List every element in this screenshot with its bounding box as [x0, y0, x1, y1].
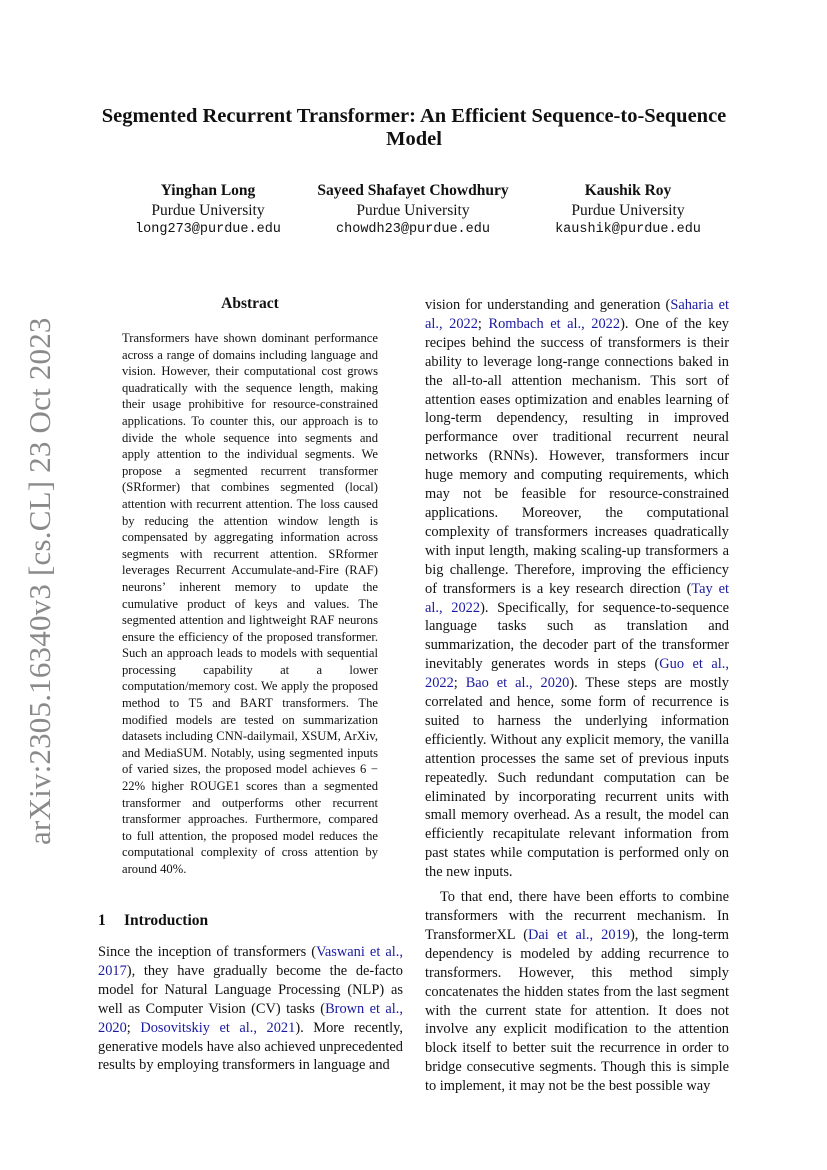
author-name: Yinghan Long [160, 182, 256, 199]
paper-title: Segmented Recurrent Transformer: An Efficient Sequence-to-Sequence Model [101, 105, 727, 150]
author-3 [540, 181, 716, 240]
citation-link[interactable]: Guo et al., 2022 [425, 656, 729, 692]
body-text: ; [126, 1019, 141, 1036]
author-email[interactable]: long273@purdue.edu [135, 222, 281, 237]
body-text: vision for understanding and generation ( [425, 297, 671, 313]
author-email[interactable]: kaushik@purdue.edu [555, 222, 701, 237]
citation-link[interactable]: Dosovitskiy et al., 2021 [140, 1019, 296, 1036]
author-email[interactable]: chowdh23@purdue.edu [336, 222, 490, 237]
author-1 [120, 181, 296, 240]
citation-link[interactable]: Tay et al., 2022 [425, 580, 729, 616]
citation-link[interactable]: Rombach et al., 2022 [488, 315, 621, 332]
body-text: ). Specifically, for sequence-to-sequence language tasks such as translation and summarization, the decoder part of the transformer inevitably generates words in steps ( [425, 599, 729, 673]
introduction-paragraph-continued [425, 296, 729, 882]
body-text: ). These steps are mostly correlated and hence, some form of recurrence is suited to harness the underlying information efficiently. Without any explicit memory, the vanilla attention processes the same set of previous inputs repeatedly. Such redundant computation can be eliminated by incorporating recurrent units with small memory overhead. As a result, the model can efficiently recapitulate relevant information from past states while computation is performed only on the new inputs. [425, 675, 729, 881]
introduction-paragraph-left-column [98, 943, 403, 1075]
abstract-heading: Abstract [221, 295, 279, 312]
author-block [0, 181, 827, 251]
citation-link[interactable]: Saharia et al., 2022 [425, 297, 729, 332]
introduction-paragraph-2 [425, 888, 729, 1096]
author-affiliation: Purdue University [151, 201, 265, 219]
author-2 [300, 181, 526, 240]
body-text: ; [453, 675, 466, 692]
body-text: Since the inception of transformers ( [98, 944, 317, 960]
body-text: ). One of the key recipes behind the success of transformers is their ability to leverage long-range connections baked in the all-to-all attention mechanism. This sort of attention eases optimization and enables learning of long-term dependency, resulting in improved performance over traditional recurrent neural networks (RNNs). However, transformers incur huge memory and computing requirements, which may not be feasible for resource-constrained applications. Moreover, the computational complexity of transformers increases quadratically with input length, making scaling-up transformers a big challenge. Therefore, improving the efficiency of transformers is a key research direction ( [425, 315, 729, 597]
section-title: Introduction [124, 912, 209, 929]
body-text: ), they have gradually become the de-facto model for Natural Language Processing (NLP) as well as Computer Vision (CV) tasks ( [98, 962, 403, 1017]
section-heading-introduction [98, 912, 208, 930]
abstract-text: Transformers have shown dominant performance across a range of domains including language and vision. However, their computational cost grows quadratically with the sequence length, making their usage prohibitive for resource-constrained applications. To counter this, our approach is to divide the whole sequence into segments and apply attention to the individual segments. We propose a segmented recurrent transformer (SRformer) that combines segmented (local) attention with recurrent attention. The loss caused by reducing the attention window length is compensated by aggregating information across segments with recurrent attention. SRformer leverages Recurrent Accumulate-and-Fire (RAF) neurons’ inherent memory to update the cumulative product of keys and values. The segmented attention and lightweight RAF neurons ensure the efficiency of the proposed transformer. Such an approach leads to models with sequential processing capability at a lower computation/memory cost. We apply the proposed method to T5 and BART transformers. The modified models are tested on summarization datasets including CNN-dailymail, XSUM, ArXiv, and MediaSUM. Notably, using segmented inputs of varied sizes, the proposed model achieves 6 − 22% higher ROUGE1 scores than a segmented transformer and outperforms other recurrent transformer approaches. Furthermore, compared to full attention, the proposed model reduces the computational complexity of cross attention by around 40%. [122, 331, 378, 876]
citation-link[interactable]: Vaswani et al., 2017 [98, 944, 403, 979]
citation-link[interactable]: Dai et al., 2019 [528, 926, 630, 943]
right-column [425, 296, 729, 1096]
body-text: To that end, there have been efforts to combine transformers with the recurrent mechanism. In TransformerXL ( [425, 889, 729, 943]
arxiv-identifier-stamp: arXiv:2305.16340v3 [cs.CL] 23 Oct 2023 [22, 317, 57, 845]
author-affiliation: Purdue University [356, 201, 470, 219]
author-affiliation: Purdue University [571, 201, 685, 219]
section-number: 1 [98, 912, 106, 929]
citation-link[interactable]: Brown et al., 2020 [98, 1000, 403, 1036]
author-name: Kaushik Roy [584, 182, 672, 199]
body-text: ). More recently, generative models have also achieved unprecedented results by employing transformers in language and [98, 1019, 403, 1074]
citation-link[interactable]: Bao et al., 2020 [465, 675, 570, 692]
body-text: ; [477, 315, 489, 332]
author-name: Sayeed Shafayet Chowdhury [317, 182, 509, 199]
body-text: ), the long-term dependency is modeled by adding recurrence to transformers. However, this method simply concatenates the hidden states from the last segment with the current state for attention. It does not involve any explicit modification to the attention block itself to better suit the recurrence in order to bridge consecutive segments. Though this is simple to implement, it may not be the best possible way [425, 926, 729, 1095]
